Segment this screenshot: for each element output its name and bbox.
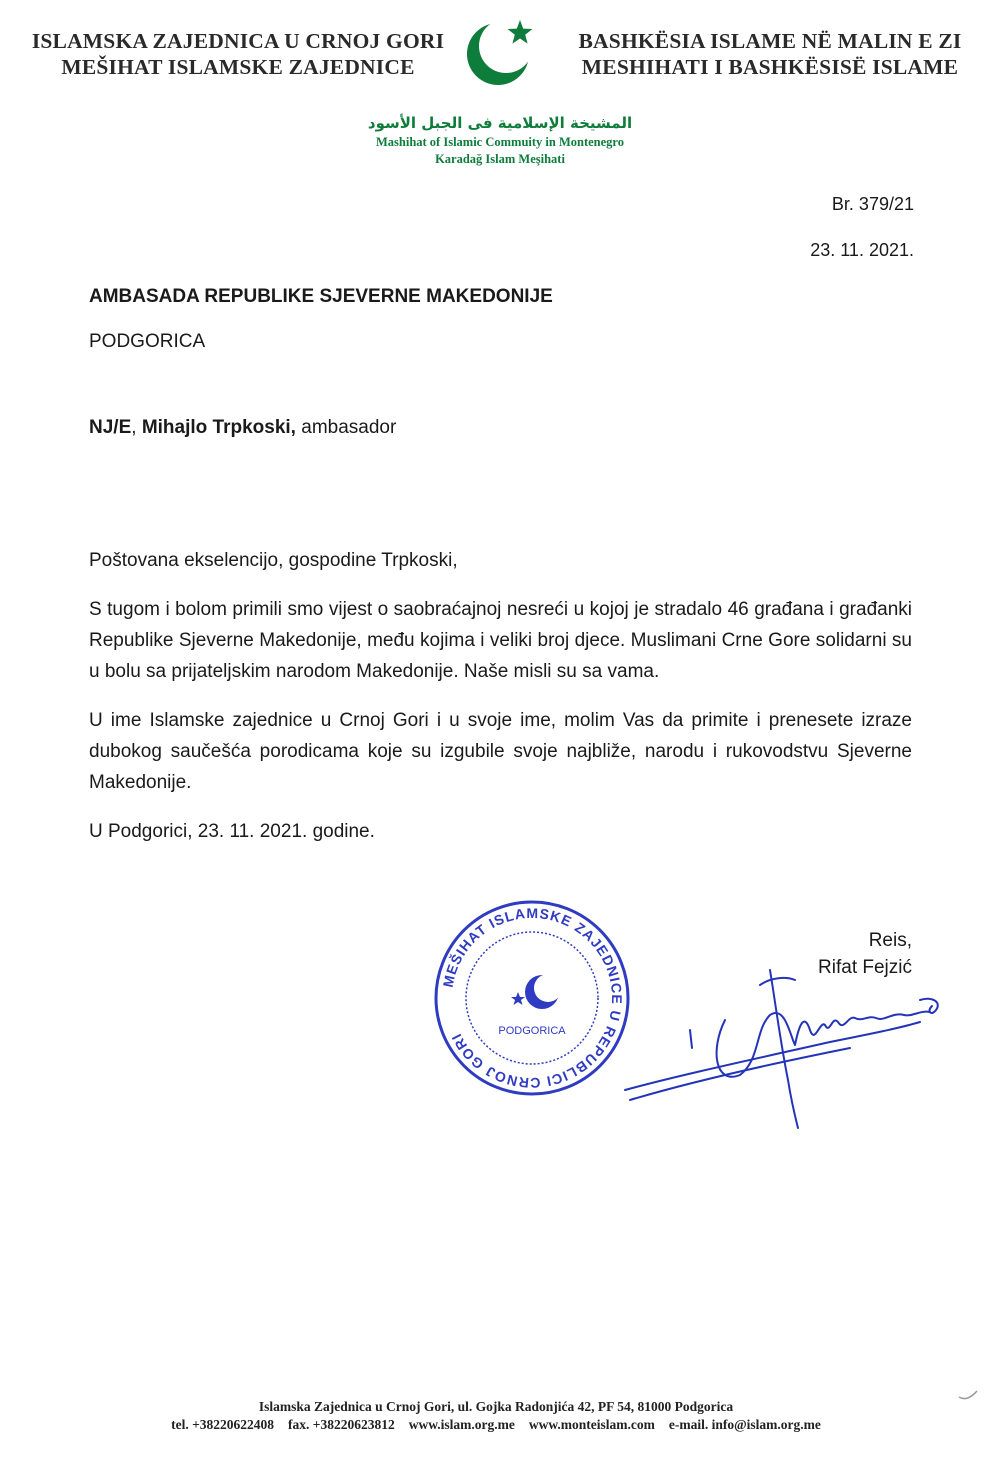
arabic-title: المشيخة الإسلامية فى الجبل الأسود — [367, 114, 633, 132]
stamp-inner-text: PODGORICA — [498, 1025, 566, 1037]
footer-email: e-mail. info@islam.org.me — [668, 1417, 821, 1432]
header-left-line2: MEŠIHAT ISLAMSKE ZAJEDNICE — [61, 55, 415, 79]
attention-prefix: NJ/E — [89, 417, 132, 438]
header-left — [18, 28, 458, 80]
signatory-title: Reis, — [868, 930, 912, 951]
stamp-outer-text: MEŠIHAT ISLAMSKE ZAJEDNICE U REPUBLICI CRNOJ GORI — [439, 904, 626, 1092]
header-left-line1: ISLAMSKA ZAJEDNICA U CRNOJ GORI — [31, 29, 445, 53]
turkish-subtitle: Karadağ Islam Meşihati — [435, 152, 565, 166]
paragraph-request: U ime Islamske zajednice u Crnoj Gori i u svoje ime, molim Vas da primite i prenesete izraze dubokog saučešća porodicama koje su izgubile svoje najbliže, narodu i rukovodstvu Sjeverne Makedonije. — [89, 710, 912, 793]
recipient-name: AMBASADA REPUBLIKE SJEVERNE MAKEDONIJE — [89, 286, 553, 307]
english-subtitle: Mashihat of Islamic Commuity in Montenegro — [375, 135, 625, 149]
footer — [0, 1398, 992, 1434]
footer-web1: www.islam.org.me — [408, 1417, 515, 1432]
recipient-city: PODGORICA — [89, 331, 206, 352]
reference-number: Br. 379/21 — [831, 194, 914, 214]
ambassador-name: Mihajlo Trpkoski, — [141, 417, 296, 438]
footer-contacts — [0, 1416, 992, 1434]
recipient-attention — [89, 417, 396, 439]
footer-tel: tel. +38220622408 — [171, 1417, 275, 1432]
attention-separator: , — [131, 417, 142, 438]
handwritten-signature — [620, 960, 960, 1130]
paragraph-condolence: S tugom i bolom primili smo vijest o saobraćajnoj nesreći u kojoj je stradalo 46 građana i građanki Republike Sjeverne Makedonije, među kojima i veliki broj djece. Muslimani Crne Gore solidarni su u bolu sa prijateljskim narodom Makedonije. Naše misli su sa vama. — [89, 599, 912, 682]
signatory-name: Rifat Fejzić — [818, 957, 912, 978]
footer-address: Islamska Zajednica u Crnoj Gori, ul. Gojka Radonjića 42, PF 54, 81000 Podgorica — [258, 1399, 734, 1414]
header-right — [560, 28, 980, 80]
official-stamp — [432, 898, 632, 1098]
header-subtitle-block — [300, 112, 700, 168]
footer-fax: fax. +38220623812 — [288, 1417, 395, 1432]
footer-web2: www.monteislam.com — [528, 1417, 655, 1432]
header-right-line1: BASHKËSIA ISLAME NË MALIN E ZI — [578, 29, 962, 53]
closing-place-date: U Podgorici, 23. 11. 2021. godine. — [89, 821, 375, 842]
corner-mark-icon — [958, 1388, 978, 1402]
crescent-star-icon — [460, 12, 540, 92]
ambassador-role: ambasador — [295, 417, 397, 438]
reference-date: 23. 11. 2021. — [810, 240, 914, 260]
greeting: Poštovana ekselencijo, gospodine Trpkoski, — [89, 550, 458, 571]
header-right-line2: MESHIHATI I BASHKËSISË ISLAME — [581, 55, 959, 79]
